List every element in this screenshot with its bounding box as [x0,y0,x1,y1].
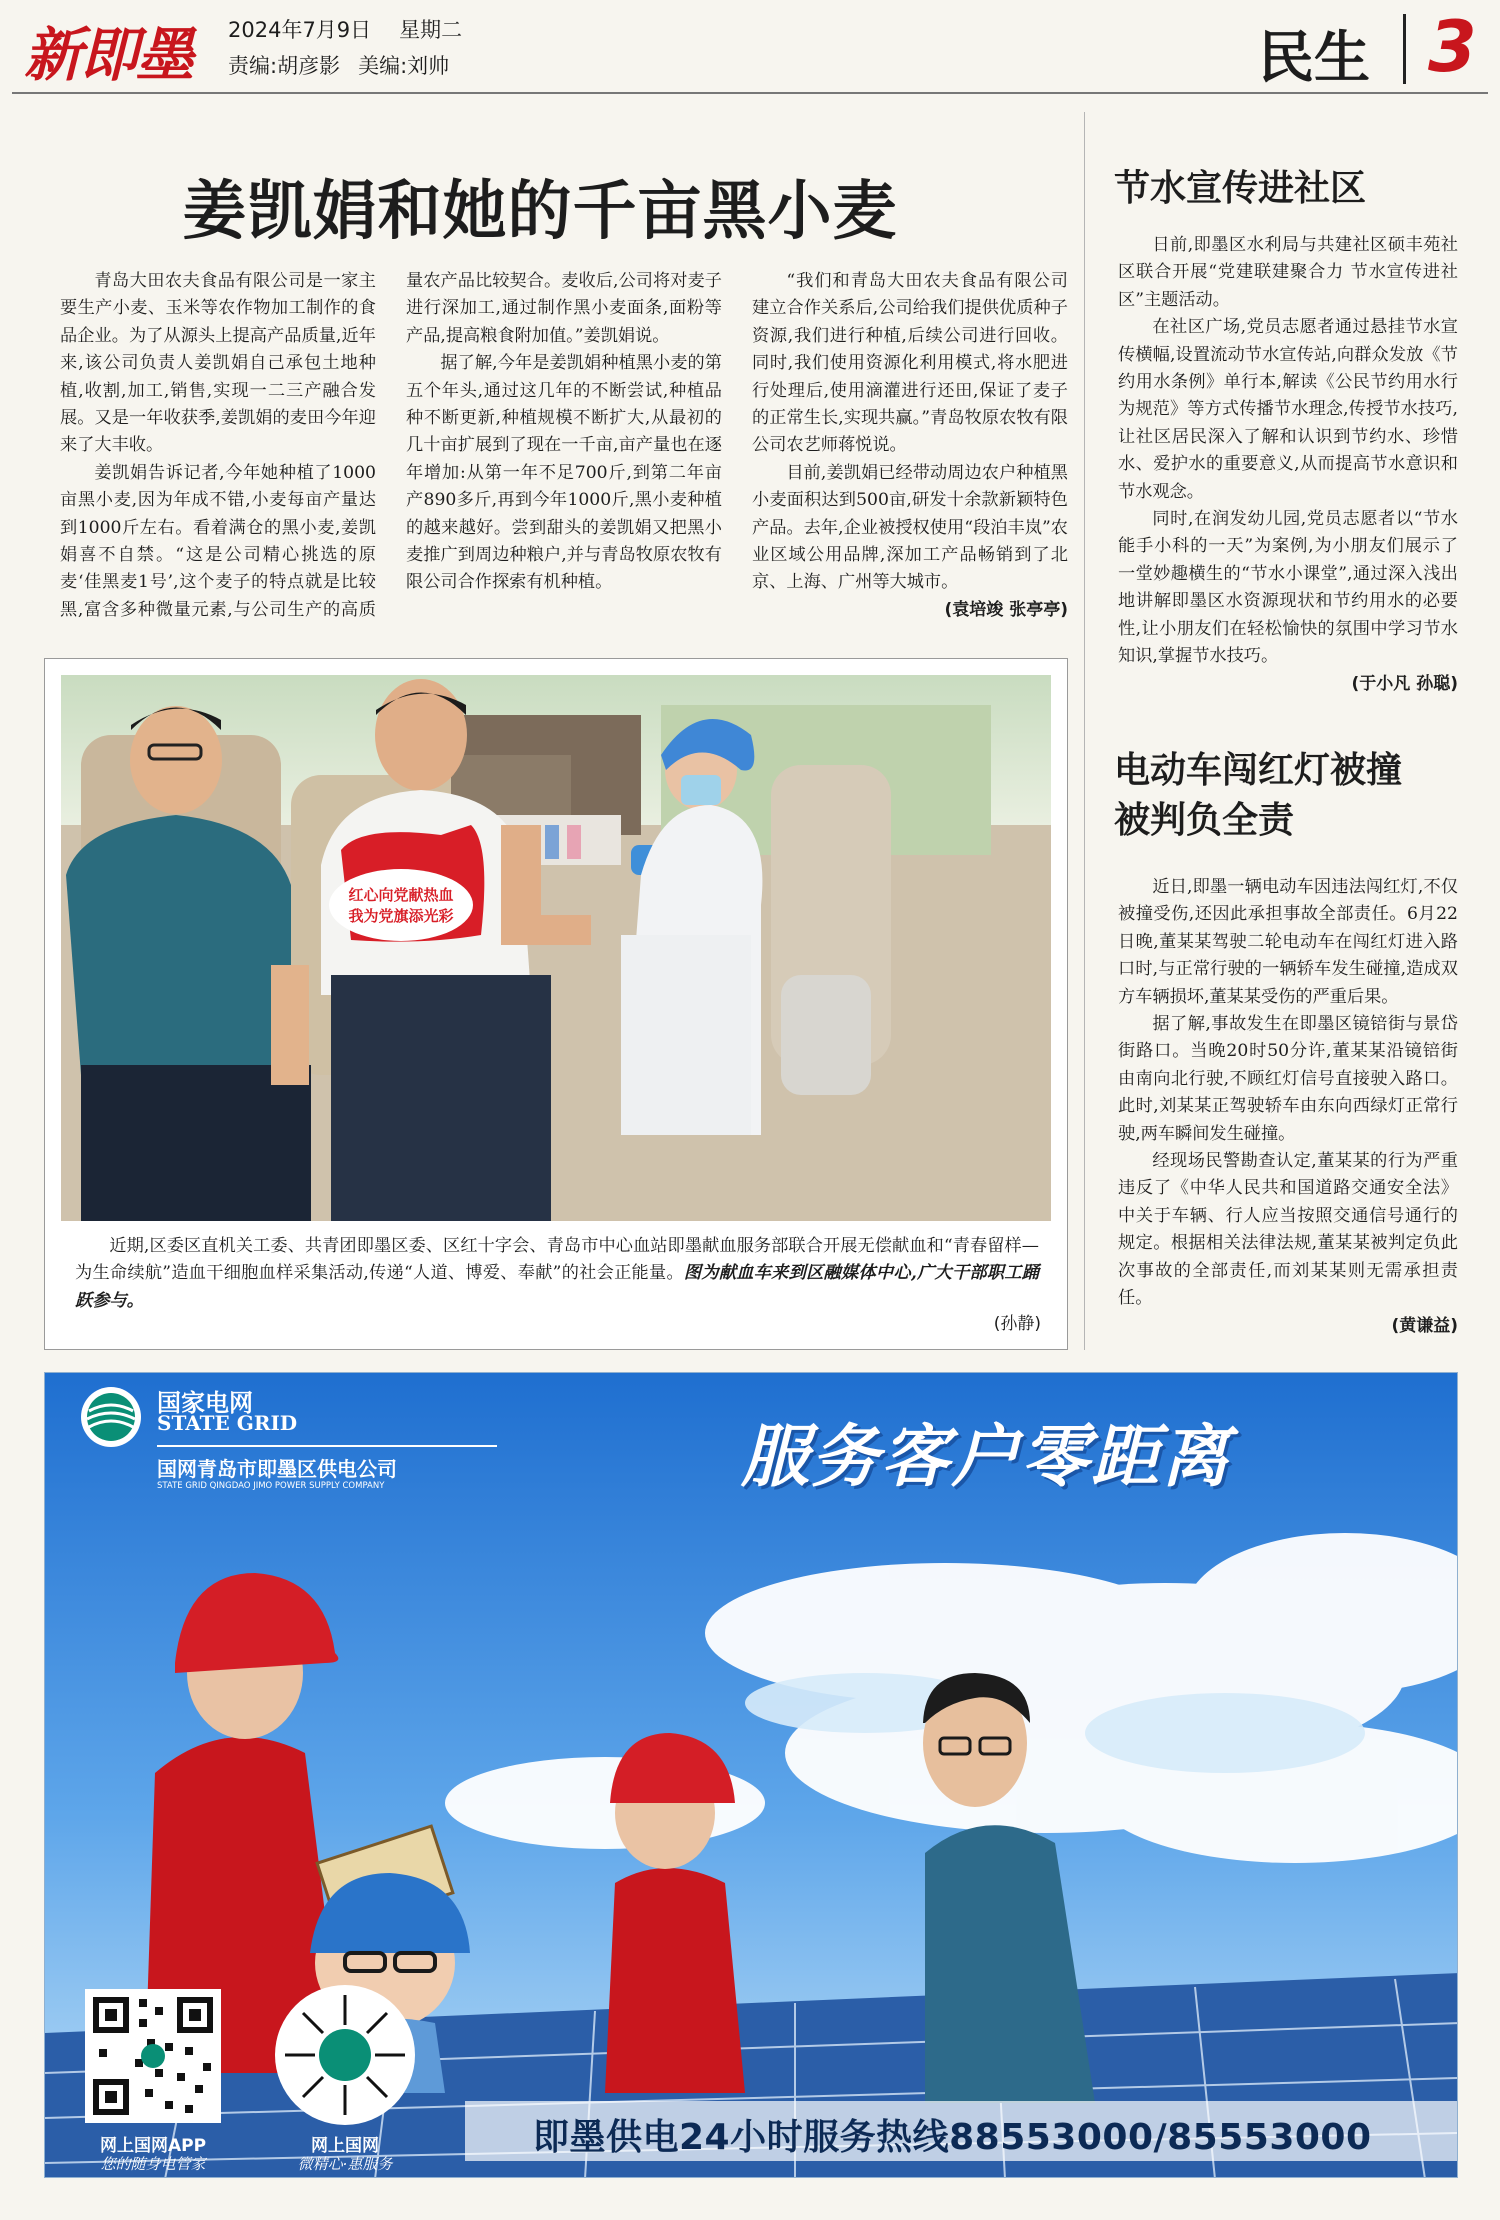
main-headline: 姜凯娟和她的千亩黑小麦 [182,175,898,249]
issue-weekday: 星期二 [399,18,463,42]
masthead [0,0,1500,96]
state-grid-brand-en: STATE GRID [157,1411,298,1435]
ebike-paragraph-1: 近日,即墨一辆电动车因违法闯红灯,不仅被撞受伤,还因此承担事故全部责任。6月22日晚,董某某驾驶二轮电动车在闯红灯进入路口时,与正常行驶的一辆轿车发生碰撞,造成双方车辆损坏,董某某受伤的严重后果。 [1118,877,1458,1007]
state-grid-brand: 国家电网 [157,1389,253,1417]
water-saving-paragraph-1: 日前,即墨区水利局与共建社区硕丰苑社区联合开展“党建联建聚合力 节水宣传进社区”主题活动。 [1118,235,1458,310]
page-number: 3 [1428,6,1477,88]
advert-slogan: 服务客户零距离 [741,1418,1232,1497]
section-title: 民生 [1258,26,1370,91]
sign-line-1: 红心向党献热血 [348,886,454,904]
brand-rule [157,1445,497,1447]
photo-caption [75,1233,1039,1315]
ebike-headline-line-1: 电动车闯红灯被撞 [1114,750,1403,791]
main-paragraph-2: 姜凯娟告诉记者,今年她种植了1000亩黑小麦,因为年成不错,小麦每亩产量达到1000斤左右。看着满仓的黑小麦,姜凯娟喜不自禁。“这是公司精心挑选的原麦‘佳黑麦1号’,这个麦子的特点就是比较黑,富含多种微量元素,与公司生产的高质量农产品比较契合。麦收后,公司将对麦子进行深加工,通过制作黑小麦面条,面粉等产品,提高粮食附加值。”姜凯娟说。 [60,271,722,620]
photo-credit: (孙静) [993,1314,1041,1334]
issue-date: 2024年7月9日 [228,18,372,42]
mini-program-qr-code[interactable] [275,1985,415,2125]
main-paragraph-5: 目前,姜凯娟已经带动周边农户种植黑小麦面积达到500亩,研发十余款新颖特色产品。去年,企业被授权使用“段泊丰岚”农业区域公用品牌,深加工产品畅销到了北京、上海、广州等大城市。 [752,462,1068,593]
masthead-divider [1403,14,1406,84]
main-article-body [60,268,1068,648]
water-saving-paragraph-3: 同时,在润发幼儿园,党员志愿者以“节水能手小科的一天”为案例,为小朋友们展示了一堂妙趣横生的“节水小课堂”,通过深入浅出地讲解即墨区水资源现状和节约用水的必要性,让小朋友们在轻松愉快的氛围中学习节水知识,掌握节水技巧。 [1118,509,1458,667]
state-grid-logo-icon [79,1385,143,1449]
ebike-paragraph-3: 经现场民警勘查认定,董某某的行为严重违反了《中华人民共和国道路交通安全法》中关于车辆、行人应当按照交通信号通行的规定。根据相关法律法规,董某某被判定负此次事故的全部责任,而刘某某则无需承担责任。 [1118,1151,1458,1309]
company-name: 国网青岛市即墨区供电公司 [157,1457,397,1481]
ebike-headline [1114,746,1484,846]
water-saving-paragraph-2: 在社区广场,党员志愿者通过悬挂节水宣传横幅,设置流动节水宣传站,向群众发放《节约用水条例》单行本,解读《公民节约用水行为规范》等方式传播节水理念,传授节水技巧,让社区居民深入了解和认识到节约水、珍惜水、爱护水的重要意义,从而提高节水意识和节水观念。 [1118,317,1458,502]
mini-program-qr-sub: 微精心·惠服务 [297,2155,393,2173]
water-saving-headline: 节水宣传进社区 [1114,168,1367,209]
water-saving-byline: (于小凡 孙聪) [1351,673,1458,694]
mini-program-qr-label: 网上国网 [311,2136,379,2156]
issue-date-line [228,14,490,44]
state-grid-advert [44,1372,1458,2178]
main-byline: (袁培竣 张亭亭) [944,599,1068,620]
designer-name: 美编:刘帅 [358,54,450,78]
water-saving-body [1118,232,1458,698]
sign-line-2: 我为党旗添光彩 [348,907,454,925]
newspaper-logo: 新即墨 [24,21,193,89]
main-paragraph-1: 青岛大田农夫食品有限公司是一家主要生产小麦、玉米等农作物加工制作的食品企业。为了从源头上提高产品质量,近年来,该公司负责人姜凯娟自己承包土地种植,收割,加工,销售,实现一二三产融合发展。又是一年收获季,姜凯娟的麦田今年迎来了大丰收。 [60,271,376,456]
editor-line [228,50,467,80]
ebike-paragraph-2: 据了解,事故发生在即墨区镜锫街与景岱街路口。当晚20时50分许,董某某沿镜锫街由南向北行驶,不顾红灯信号直接驶入路口。此时,刘某某正驾驶轿车由东向西绿灯正常行驶,两车瞬间发生碰撞。 [1118,1014,1458,1144]
service-hotline: 即墨供电24小时服务热线88553000/85553000 [533,2117,1372,2158]
app-qr-code[interactable] [85,1989,221,2123]
photo-caption-note: 图为献血车来到区融媒体中心,广大干部职工踊跃参与。 [75,1263,1039,1311]
editor-name: 责编:胡彦影 [228,54,341,78]
blood-donation-photo [61,675,1051,1221]
company-name-en: STATE GRID QINGDAO JIMO POWER SUPPLY COMPANY [157,1481,385,1491]
ebike-body [1118,874,1458,1340]
header-rule [12,92,1488,94]
ebike-headline-line-2: 被判负全责 [1114,800,1295,841]
photo-block [44,658,1068,1350]
app-qr-sub: 您的随身电管家 [100,2155,206,2173]
ebike-byline: (黄谦益) [1391,1315,1458,1336]
main-paragraph-4: “我们和青岛大田农夫食品有限公司建立合作关系后,公司给我们提供优质种子资源,我们进行种植,后续公司进行回收。同时,我们使用资源化利用模式,将水肥进行处理后,使用滴灌进行还田,保证了麦子的正常生长,实现共赢。”青岛牧原农牧有限公司农艺师蒋悦说。 [752,271,1068,456]
app-qr-label: 网上国网APP [99,2136,207,2156]
photo-caption-main: 近期,区委区直机关工委、共青团即墨区委、区红十字会、青岛市中心血站即墨献血服务部联合开展无偿献血和“青春留样—为生命续航”造血干细胞血样采集活动,传递“人道、博爱、奉献”的社会正能量。 [75,1236,1039,1284]
main-paragraph-3: 据了解,今年是姜凯娟种植黑小麦的第五个年头,通过这几年的不断尝试,种植品种不断更新,种植规模不断扩大,从最初的几十亩扩展到了现在一千亩,亩产量也在逐年增加:从第一年不足700斤,到第二年亩产890多斤,再到今年1000斤,黑小麦种植的越来越好。尝到甜头的姜凯娟又把黑小麦推广到周边种粮户,并与青岛牧原农牧有限公司合作探索有机种植。 [406,353,722,593]
column-divider [1084,112,1085,1350]
